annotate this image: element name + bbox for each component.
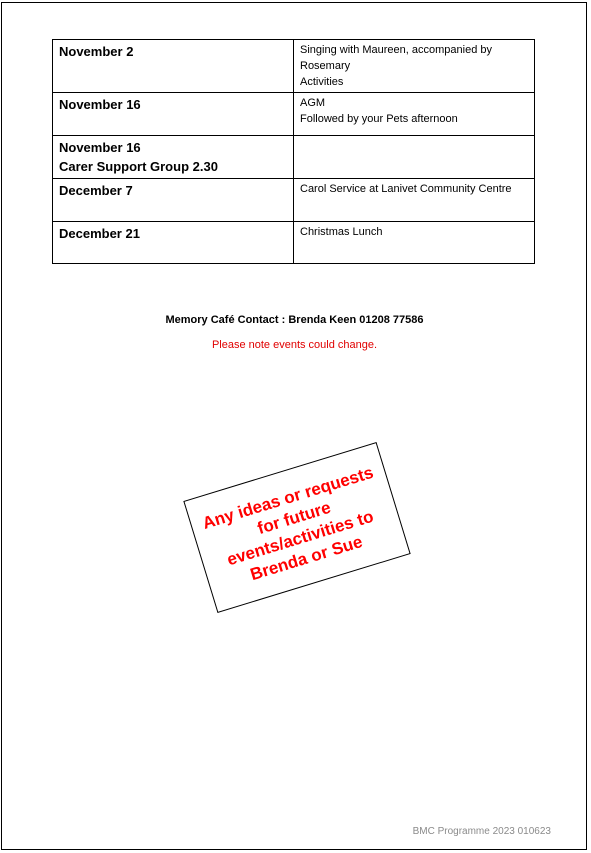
event-description: Christmas Lunch	[294, 222, 535, 264]
table-row	[53, 222, 535, 264]
event-description: AGM Followed by your Pets afternoon	[294, 93, 535, 136]
schedule-table	[52, 39, 535, 264]
event-description: Carol Service at Lanivet Community Centre	[294, 179, 535, 222]
event-date: December 21	[53, 222, 294, 264]
table-row	[53, 179, 535, 222]
contact-line: Memory Café Contact : Brenda Keen 01208 77586	[165, 314, 424, 326]
event-date: November 16 Carer Support Group 2.30	[53, 136, 294, 179]
change-notice: Please note events could change.	[211, 339, 378, 351]
event-description: Singing with Maureen, accompanied by Rosemary Activities	[294, 40, 535, 93]
table-row	[53, 40, 535, 93]
table-row	[53, 93, 535, 136]
ideas-callout-text: Any ideas or requests for future events/activities to Brenda or Sue	[200, 462, 376, 584]
event-date: November 2	[53, 40, 294, 93]
table-row	[53, 136, 535, 179]
event-date: December 7	[53, 179, 294, 222]
event-date: November 16	[53, 93, 294, 136]
event-description	[294, 136, 535, 179]
document-footer: BMC Programme 2023 010623	[412, 826, 551, 837]
